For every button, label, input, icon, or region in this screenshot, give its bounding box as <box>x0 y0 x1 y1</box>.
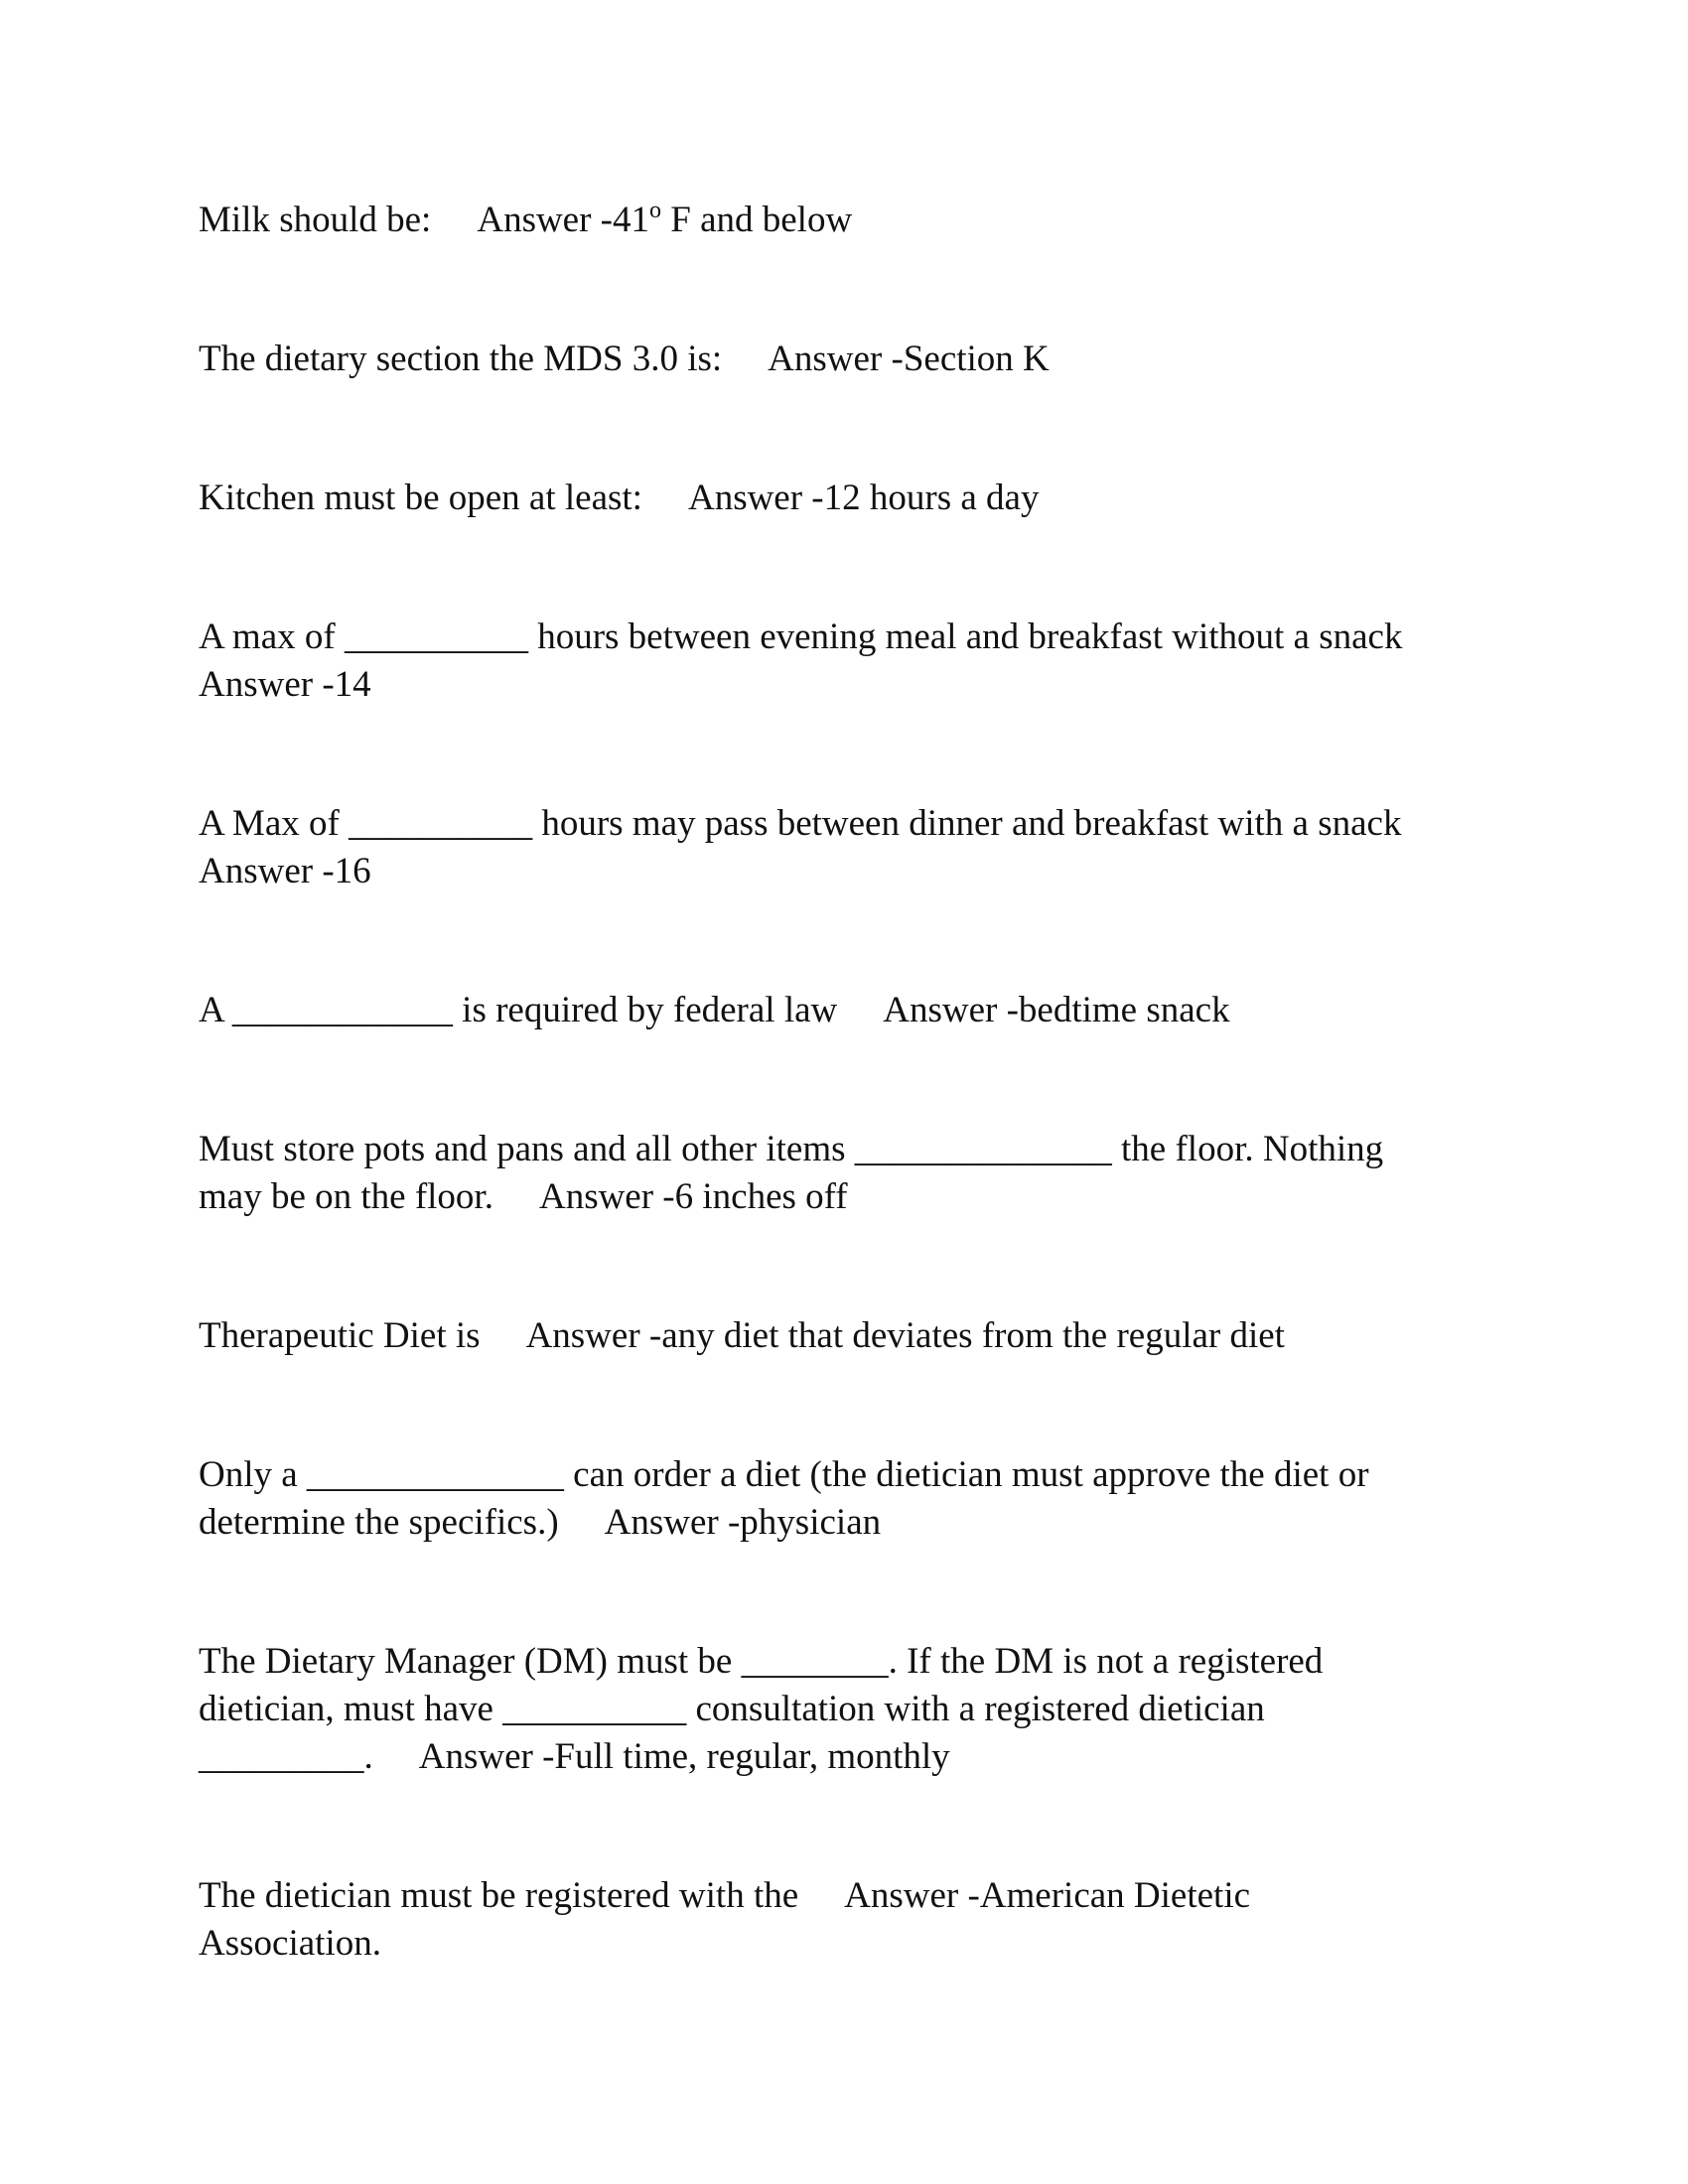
answer-text: Answer -any diet that deviates from the regular diet <box>525 1315 1285 1356</box>
question-text: A max of __________ hours between evening meal and breakfast without a snack <box>199 616 1403 657</box>
qa-item-federal-law <box>199 987 1489 1034</box>
qa-line <box>199 1733 1489 1781</box>
qa-line <box>199 475 1489 522</box>
question-text: A ____________ is required by federal law <box>199 990 838 1030</box>
question-text: A Max of __________ hours may pass between dinner and breakfast with a snack <box>199 803 1402 844</box>
answer-line-2: Association. <box>199 1923 381 1964</box>
answer-text: Answer -Section K <box>768 339 1050 379</box>
degree-superscript: o <box>649 198 661 223</box>
answer-tail-text: F and below <box>661 200 853 240</box>
qa-line <box>199 336 1489 383</box>
question-text: Milk should be: <box>199 200 432 240</box>
qa-line <box>199 197 1489 244</box>
qa-line <box>199 1173 1489 1221</box>
answer-text: Answer -bedtime snack <box>883 990 1230 1030</box>
question-line-1: Must store pots and pans and all other items ______________ the floor. Nothing <box>199 1129 1384 1169</box>
answer-line-1: Answer -American Dietetic <box>844 1875 1251 1916</box>
question-line-3: _________. <box>199 1736 373 1777</box>
answer-text: Answer -14 <box>199 664 371 705</box>
qa-item-dietician-registration <box>199 1872 1489 1968</box>
qa-item-kitchen-hours <box>199 475 1489 522</box>
question-text: The dietary section the MDS 3.0 is: <box>199 339 723 379</box>
qa-item-mds-section <box>199 336 1489 383</box>
question-text: Kitchen must be open at least: <box>199 478 642 518</box>
question-line-1: Only a ______________ can order a diet (the dietician must approve the diet or <box>199 1454 1369 1495</box>
qa-item-max-hours-with-snack <box>199 800 1489 895</box>
qa-item-milk <box>199 197 1489 244</box>
qa-line <box>199 987 1489 1034</box>
qa-line <box>199 1872 1489 1920</box>
qa-item-dietary-manager <box>199 1638 1489 1781</box>
answer-text: Answer -12 hours a day <box>687 478 1040 518</box>
qa-item-storage <box>199 1126 1489 1221</box>
question-text: Therapeutic Diet is <box>199 1315 481 1356</box>
qa-item-max-hours-no-snack <box>199 614 1489 709</box>
answer-text: Answer -physician <box>604 1502 882 1543</box>
answer-text: Answer -Full time, regular, monthly <box>418 1736 950 1777</box>
question-text: The dietician must be registered with the <box>199 1875 799 1916</box>
answer-text: Answer -6 inches off <box>538 1176 848 1217</box>
qa-item-order-diet <box>199 1451 1489 1547</box>
answer-text: Answer -41 <box>477 200 649 240</box>
qa-line <box>199 1499 1489 1547</box>
qa-item-therapeutic-diet <box>199 1312 1489 1360</box>
question-line-2: dietician, must have __________ consultation with a registered dietician <box>199 1689 1265 1729</box>
question-line-2: determine the specifics.) <box>199 1502 559 1543</box>
answer-text: Answer -16 <box>199 851 371 891</box>
question-line-2: may be on the floor. <box>199 1176 493 1217</box>
question-line-1: The Dietary Manager (DM) must be ________. If the DM is not a registered <box>199 1641 1324 1682</box>
qa-line <box>199 1312 1489 1360</box>
